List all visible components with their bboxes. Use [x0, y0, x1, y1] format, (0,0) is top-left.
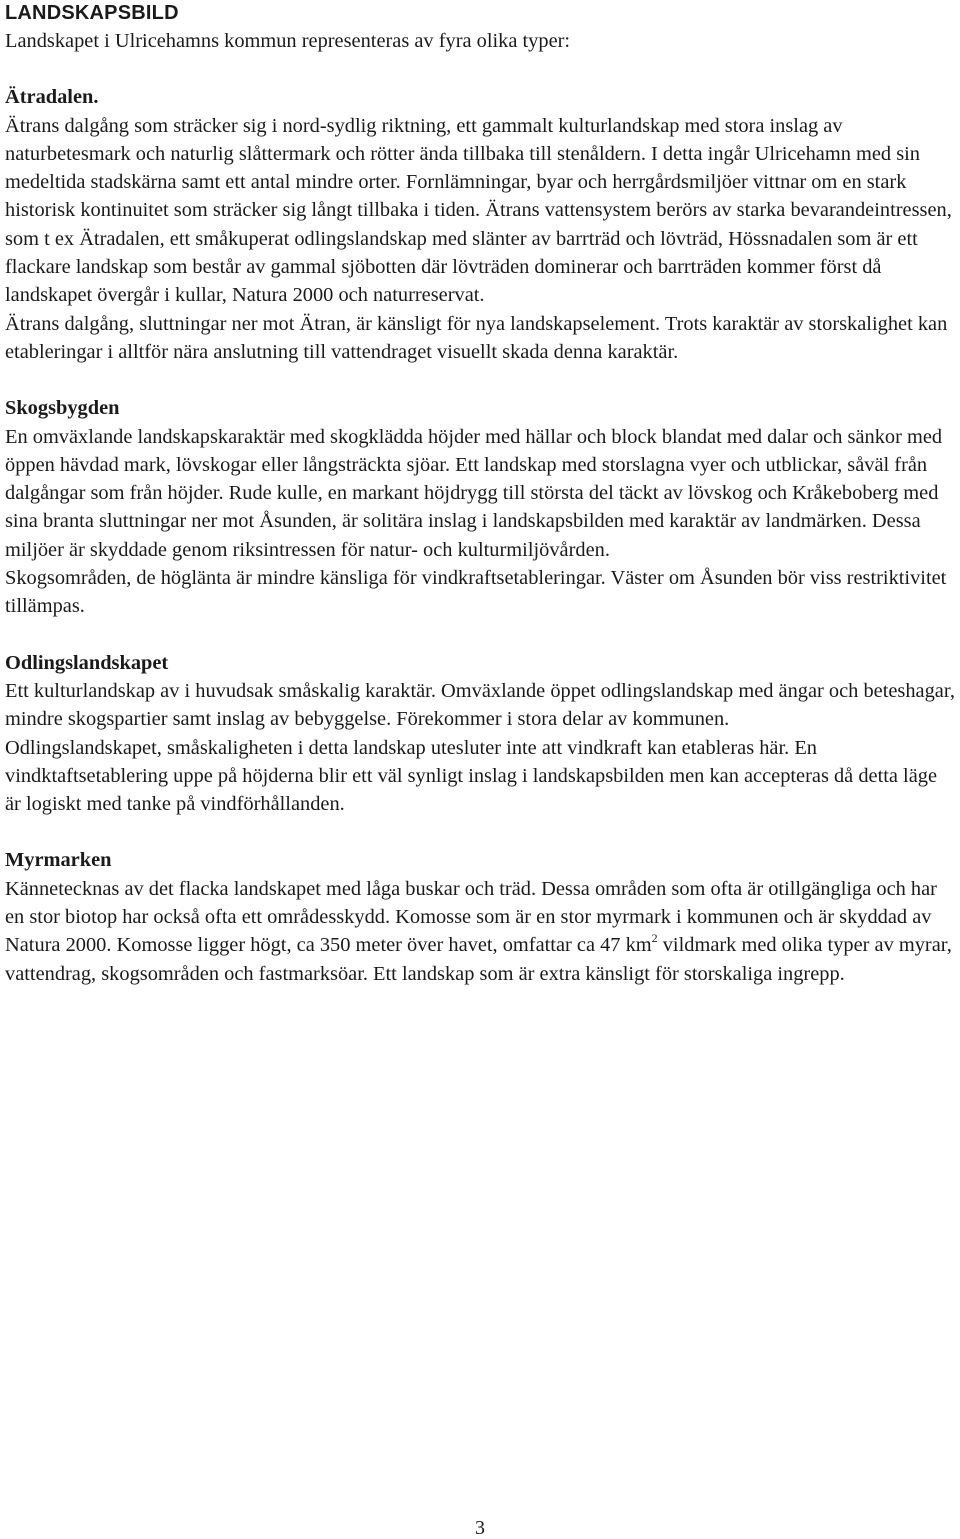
- section-paragraph: Ätrans dalgång som sträcker sig i nord-sydlig riktning, ett gammalt kulturlandskap med stora inslag av naturbetesmark och naturlig slåttermark och rötter ända tillbaka till stenåldern. I detta ingår Ulricehamn med sin medeltida stadskärna samt ett antal mindre orter. Fornlämningar, byar och herrgårdsmiljöer vittnar om en stark historisk kontinuitet som sträcker sig långt tillbaka i tiden. Ätrans vattensystem berörs av starka bevarandeintressen, som t ex Ätradalen, ett småkuperat odlingslandskap med slänter av barrträd och lövträd, Hössnadalen som är ett flackare landskap som består av gammal sjöbotten där lövträden dominerar och barrträden kommer först då landskapet övergår i kullar, Natura 2000 och naturreservat.: [5, 114, 952, 307]
- section-title: Myrmarken: [5, 849, 112, 872]
- superscript: 2: [651, 931, 658, 946]
- section-paragraph: Skogsområden, de högläntа är mindre känsliga för vindkraftsetableringar. Väster om Åsunden bör viss restriktivitet tillämpas.: [5, 567, 947, 618]
- section-myrmarken: [5, 846, 955, 987]
- document-title: LANDSKAPSBILD: [5, 2, 179, 24]
- section-odlingslandskapet: [5, 649, 955, 819]
- section-paragraph: [5, 875, 955, 988]
- document-page: [5, 0, 955, 988]
- section-atradalen: [5, 83, 955, 366]
- paragraph-text: vildmark med olika typer av myrar, vattendrag, skogsområden och fastmarksöar. Ett landskap som är extra känsligt för storskaliga ingrepp.: [5, 934, 952, 985]
- paragraph-text: Kännetecknas av det flacka landskapet med låga buskar och träd. Dessa områden som ofta är otillgängliga och har en stor biotop har också ofta ett områdesskydd. Komosse som är en stor myrmark i kommunen och är skyddad av Natura 2000. Komosse ligger högt, ca 350 meter över havet, omfattar ca 47 km: [5, 877, 937, 957]
- section-title: Odlingslandskapet: [5, 651, 169, 674]
- section-title: Ätradalen.: [5, 86, 99, 109]
- section-title: Skogsbygden: [5, 397, 120, 420]
- intro-text: Landskapet i Ulricehamns kommun representeras av fyra olika typer:: [5, 30, 571, 52]
- section-skogsbygden: [5, 394, 955, 620]
- section-paragraph: En omväxlande landskapskaraktär med skogklädda höjder med hällar och block blandat med dalar och sänkor med öppen hävdad mark, lövskogar eller långsträckta sjöar. Ett landskap med storslagna vyer och utblickar, såväl från dalgångar som från höjder. Rude kulle, en markant höjdrygg till största del täckt av lövskog och Kråkeboberg med sina branta sluttningar ner mot Åsunden, är solitära inslag i landskapsbilden med karaktär av landmärken. Dessa miljöer är skyddade genom riksintressen för natur- och kulturmiljövården.: [5, 425, 943, 561]
- page-number: 3: [475, 1517, 485, 1539]
- section-paragraph: Ett kulturlandskap av i huvudsak småskalig karaktär. Omväxlande öppet odlingslandskap med ängar och beteshagar, mindre skogspartier samt inslag av bebyggelse. Förekommer i stora delar av kommunen.: [5, 679, 955, 731]
- section-paragraph: Ätrans dalgång, sluttningar ner mot Ätran, är känsligt för nya landskapselement. Trots karaktär av storskalighet kan etableringar i alltför nära anslutning till vattendraget visuellt skada denna karaktär.: [5, 312, 948, 363]
- section-paragraph: Odlingslandskapet, småskaligheten i detta landskap utesluter inte att vindkraft kan etableras här. En vindktaftsetablering uppe på höjderna blir ett väl synligt inslag i landskapsbilden men kan accepteras då detta läge är logiskt med tanke på vindförhållanden.: [5, 736, 938, 816]
